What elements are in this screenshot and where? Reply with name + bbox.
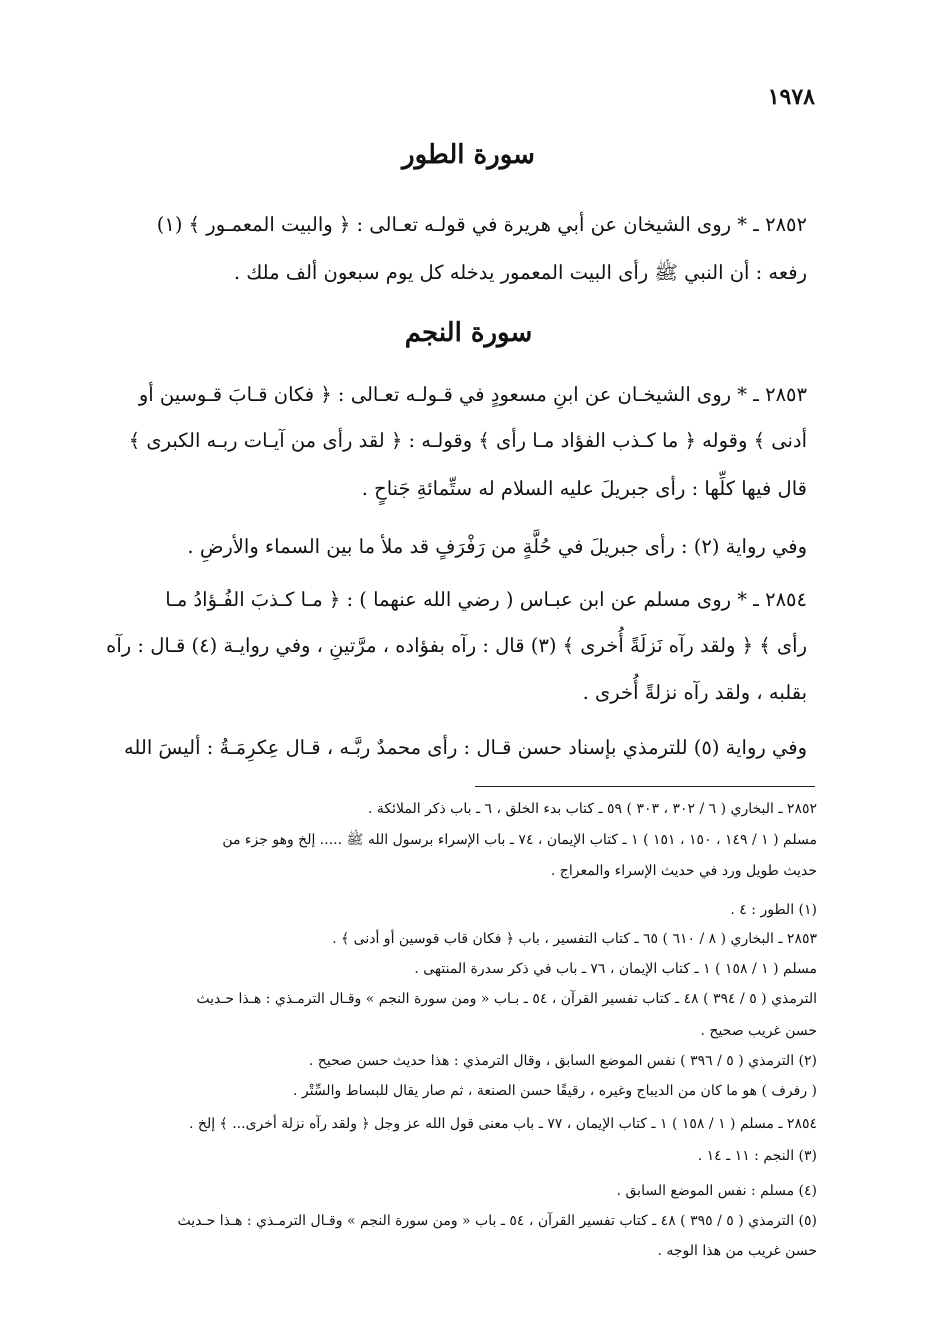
footnote-line: ٢٨٥٤ ـ مسلم ( ١ / ١٥٨ ) ١ ـ كتاب الإيمان ، ٧٧ ـ باب معنى قول الله عز وجل ﴿ ولقد رآه نزلة أخرى... ﴾ إلخ .	[189, 1116, 817, 1132]
hadith-2853-line-2: أدنى ﴾ وقوله ﴿ ما كـذب الفؤاد مـا رأى ﴾ وقولـه : ﴿ لقد رأى من آيـات ربـه الكبرى ﴾	[128, 429, 807, 452]
hadith-2852-line-2: رفعه : أن النبي ﷺ رأى البيت المعمور يدخله كل يوم سبعون ألف ملك .	[233, 261, 807, 284]
footnote-line: مسلم ( ١ / ١٤٩ ، ١٥٠ ، ١٥١ ) ١ ـ كتاب الإيمان ، ٧٤ ـ باب الإسراء برسول الله ﷺ ..... إلخ وهو جزء من	[222, 832, 817, 848]
footnote-line: (٤) مسلم : نفس الموضع السابق .	[616, 1183, 817, 1199]
footnote-line: الترمذي ( ٥ / ٣٩٤ ) ٤٨ ـ كتاب تفسير القرآن ، ٥٤ ـ بـاب « ومن سورة النجم » وقـال الترمـذي : هـذا حـديث	[196, 991, 817, 1007]
footnote-line: ٢٨٥٣ ـ البخاري ( ٨ / ٦١٠ ) ٦٥ ـ كتاب التفسير ، باب ﴿ فكان قاب قوسين أو أدنى ﴾ .	[332, 931, 817, 947]
footnote-line: ( رفرف ) هو ما كان من الديباج وغيره ، رقيقًا حسن الصنعة ، ثم صار يقال للبساط والسِّتْر .	[292, 1083, 817, 1099]
hadith-2854-line-3: بقلبه ، ولقد رآه نزلةً أُخرى .	[582, 681, 807, 704]
hadith-2852-line-1: ٢٨٥٢ ـ * روى الشيخان عن أبي هريرة في قولـه تعـالى : ﴿ والبيت المعمـور ﴾ (١)	[156, 213, 807, 236]
hadith-2853-line-3: قال فيها كلِّها : رأى جبريلَ عليه السلام له ستِّمائةِ جَناحٍ .	[361, 477, 807, 500]
footnote-line: مسلم ( ١ / ١٥٨ ) ١ ـ كتاب الإيمان ، ٧٦ ـ باب في ذكر سدرة المنتهى .	[414, 961, 817, 977]
footnote-line: (٢) الترمذي ( ٥ / ٣٩٦ ) نفس الموضع السابق ، وقال الترمذي : هذا حديث حسن صحيح .	[308, 1053, 817, 1069]
hadith-2854-line-1: ٢٨٥٤ ـ * روى مسلم عن ابن عبـاس ( رضي الله عنهما ) : ﴿ مـا كـذبَ الفُـؤادُ مـا	[165, 588, 807, 611]
hadith-2854-riwaya: وفي رواية (٥) للترمذي بإسناد حسن قـال : رأى محمدٌ ربَّـه ، قـال عِكرِمَـةُ : أليسَ الله	[123, 736, 807, 759]
footnote-line: حسن غريب من هذا الوجه .	[657, 1243, 817, 1259]
footnote-line: ٢٨٥٢ ـ البخاري ( ٦ / ٣٠٢ ، ٣٠٣ ) ٥٩ ـ كتاب بدء الخلق ، ٦ ـ باب ذكر الملائكة .	[367, 801, 817, 817]
footnote-line: (٣) النجم : ١١ ـ ١٤ .	[697, 1148, 817, 1164]
footnote-line: (١) الطور : ٤ .	[730, 902, 817, 918]
footnote-line: (٥) الترمذي ( ٥ / ٣٩٥ ) ٤٨ ـ كتاب تفسير القرآن ، ٥٤ ـ باب « ومن سورة النجم » وقـال الترمـذي : هـذا حـديث	[177, 1213, 817, 1229]
surah-heading-najm: سورة النجم	[404, 318, 533, 348]
hadith-2854-line-2: رأى ﴾ ﴿ ولقد رآه نَزلَةً أُخرى ﴾ (٣) قال : رآه بفؤاده ، مرَّتينِ ، وفي روايـة (٤) قـال : رآه	[106, 634, 807, 657]
footnote-line: حديث طويل ورد في حديث الإسراء والمعراج .	[550, 863, 817, 879]
page-number: ١٩٧٨	[767, 84, 815, 110]
hadith-2853-riwaya: وفي رواية (٢) : رأى جبريلَ في حُلَّةٍ من رَفْرَفٍ قد ملأ ما بين السماء والأرضِ .	[187, 535, 807, 558]
footnote-divider	[475, 786, 815, 787]
hadith-2853-line-1: ٢٨٥٣ ـ * روى الشيخـان عن ابنِ مسعودٍ في قـولـه تعـالى : ﴿ فكان قـابَ قـوسين أو	[138, 383, 807, 406]
surah-heading-tur: سورة الطور	[402, 140, 535, 170]
footnote-line: حسن غريب صحيح .	[700, 1023, 817, 1039]
